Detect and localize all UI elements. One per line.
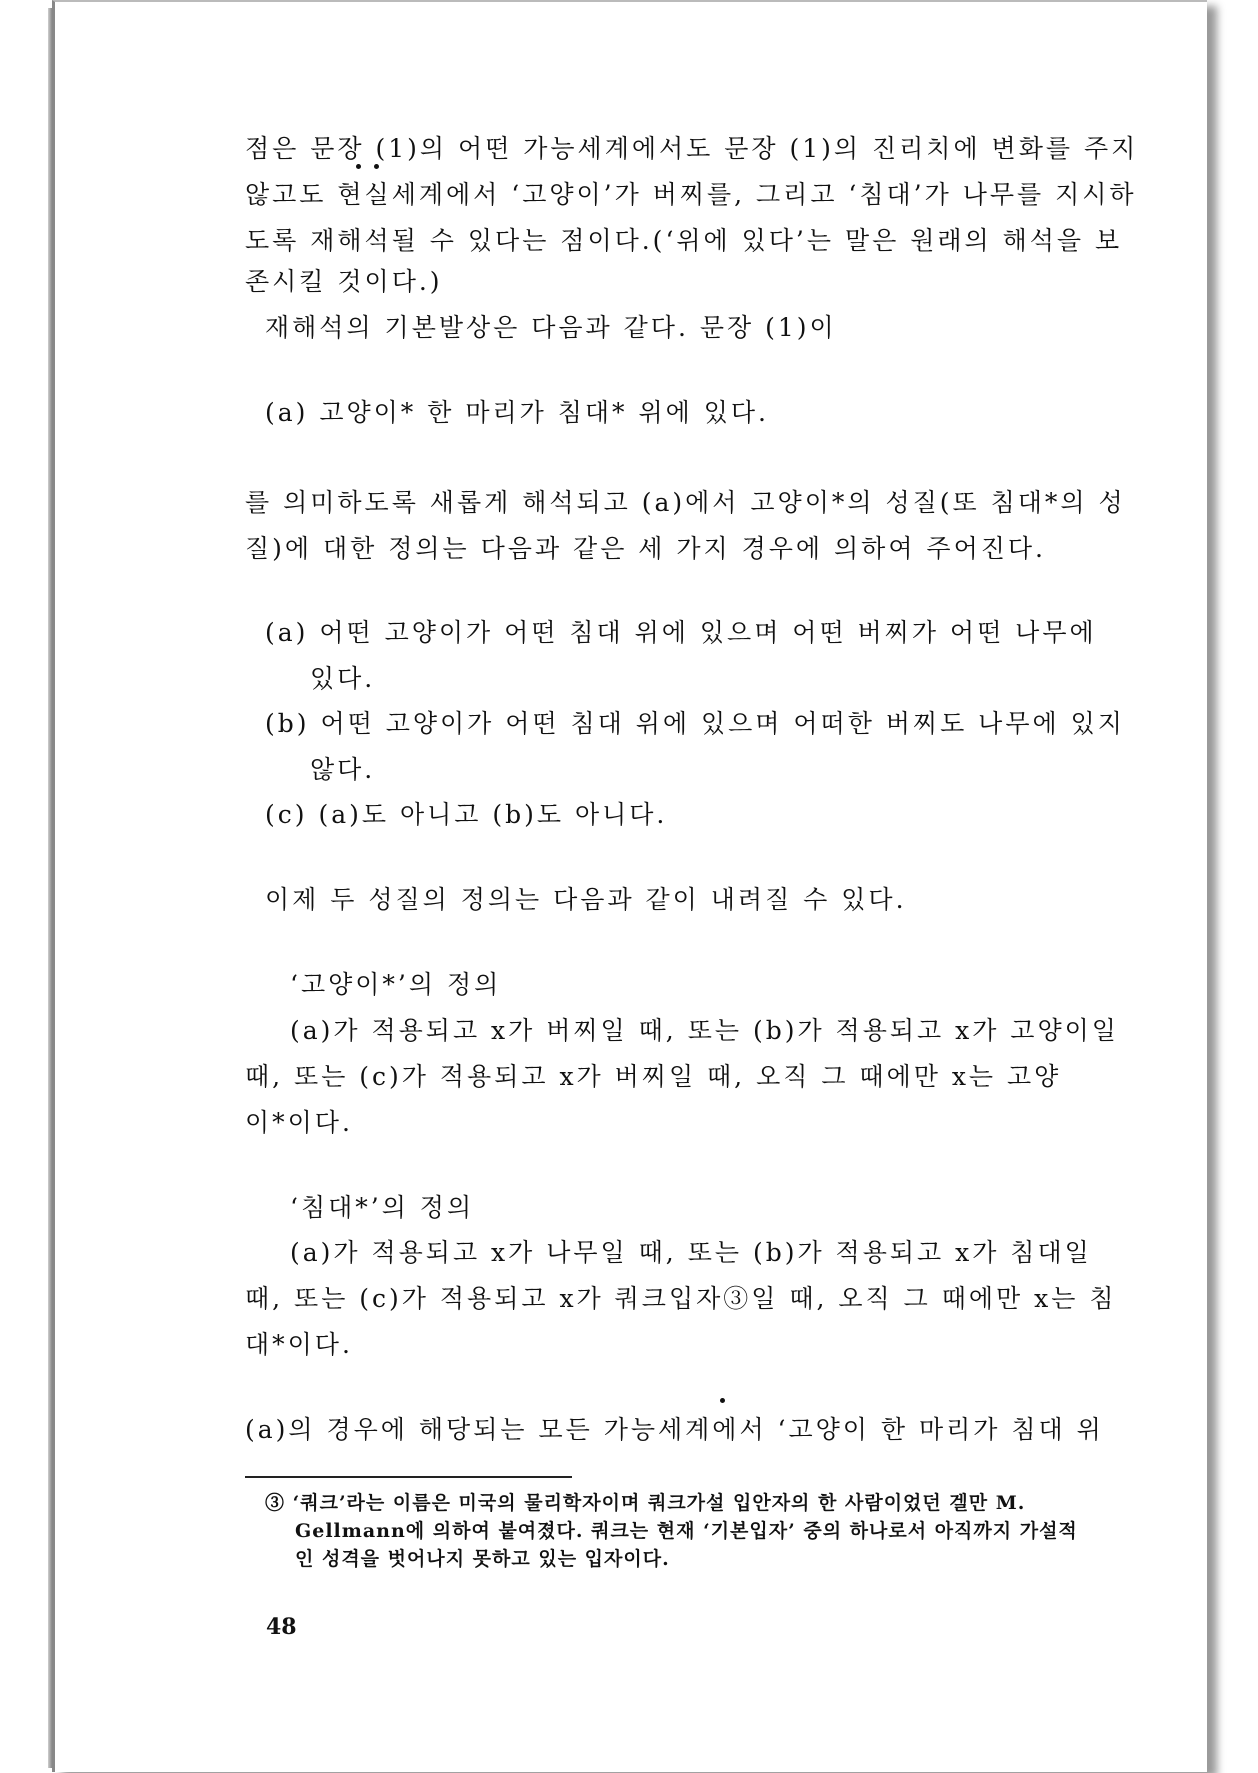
definition-line: 때, 또는 (c)가 적용되고 x가 쿼크입자③일 때, 오직 그 때에만 x는 침 xyxy=(245,1284,1117,1313)
definition-line: 이*이다. xyxy=(245,1108,353,1137)
footnote-line: Gellmann에 의하여 붙여졌다. 쿼크는 현재 ‘기본입자’ 중의 하나로서 아직까지 가설적 xyxy=(295,1520,1078,1542)
footnote-rule xyxy=(245,1476,572,1478)
example-sentence: (a) 고양이* 한 마리가 침대* 위에 있다. xyxy=(265,398,769,427)
case-a-cont: 있다. xyxy=(310,664,376,693)
footnote-line: ③ ‘쿼크’라는 이름은 미국의 물리학자이며 쿼크가설 입안자의 한 사람이었던 겔만 M. xyxy=(265,1492,1026,1514)
text-line: 도록 재해석될 수 있다는 점이다.(‘위에 있다’는 말은 원래의 해석을 보 xyxy=(245,226,1123,255)
definition-line: (a)가 적용되고 x가 나무일 때, 또는 (b)가 적용되고 x가 침대일 xyxy=(290,1238,1092,1267)
text-line: 를 의미하도록 새롭게 해석되고 (a)에서 고양이*의 성질(또 침대*의 성 xyxy=(245,488,1126,517)
emphasis-dot xyxy=(356,164,361,169)
text-line: 이제 두 성질의 정의는 다음과 같이 내려질 수 있다. xyxy=(265,885,907,914)
text-line: 질)에 대한 정의는 다음과 같은 세 가지 경우에 의하여 주어진다. xyxy=(245,534,1046,563)
case-b-cont: 않다. xyxy=(310,755,376,784)
footnote-line: 인 성격을 벗어나지 못하고 있는 입자이다. xyxy=(295,1548,670,1570)
case-b: (b) 어떤 고양이가 어떤 침대 위에 있으며 어떠한 버찌도 나무에 있지 xyxy=(265,709,1125,738)
definition-line: 대*이다. xyxy=(245,1330,353,1359)
text-line: 점은 문장 (1)의 어떤 가능세계에서도 문장 (1)의 진리치에 변화를 주지 xyxy=(245,134,1139,163)
text-line: (a)의 경우에 해당되는 모든 가능세계에서 ‘고양이 한 마리가 침대 위 xyxy=(245,1415,1104,1444)
text-line: 않고도 현실세계에서 ‘고양이’가 버찌를, 그리고 ‘침대’가 나무를 지시하 xyxy=(245,180,1137,209)
definition-line: (a)가 적용되고 x가 버찌일 때, 또는 (b)가 적용되고 x가 고양이일 xyxy=(290,1016,1119,1045)
definition-heading: ‘고양이*’의 정의 xyxy=(290,970,502,999)
page-number: 48 xyxy=(266,1614,297,1640)
definition-heading: ‘침대*’의 정의 xyxy=(290,1193,475,1222)
emphasis-dot xyxy=(720,1398,725,1403)
emphasis-dot xyxy=(374,164,379,169)
text-line: 재해석의 기본발상은 다음과 같다. 문장 (1)이 xyxy=(265,313,837,342)
case-a: (a) 어떤 고양이가 어떤 침대 위에 있으며 어떤 버찌가 어떤 나무에 xyxy=(265,618,1097,647)
definition-line: 때, 또는 (c)가 적용되고 x가 버찌일 때, 오직 그 때에만 x는 고양 xyxy=(245,1062,1062,1091)
case-c: (c) (a)도 아니고 (b)도 아니다. xyxy=(265,800,668,829)
text-line: 존시킬 것이다.) xyxy=(245,267,443,296)
